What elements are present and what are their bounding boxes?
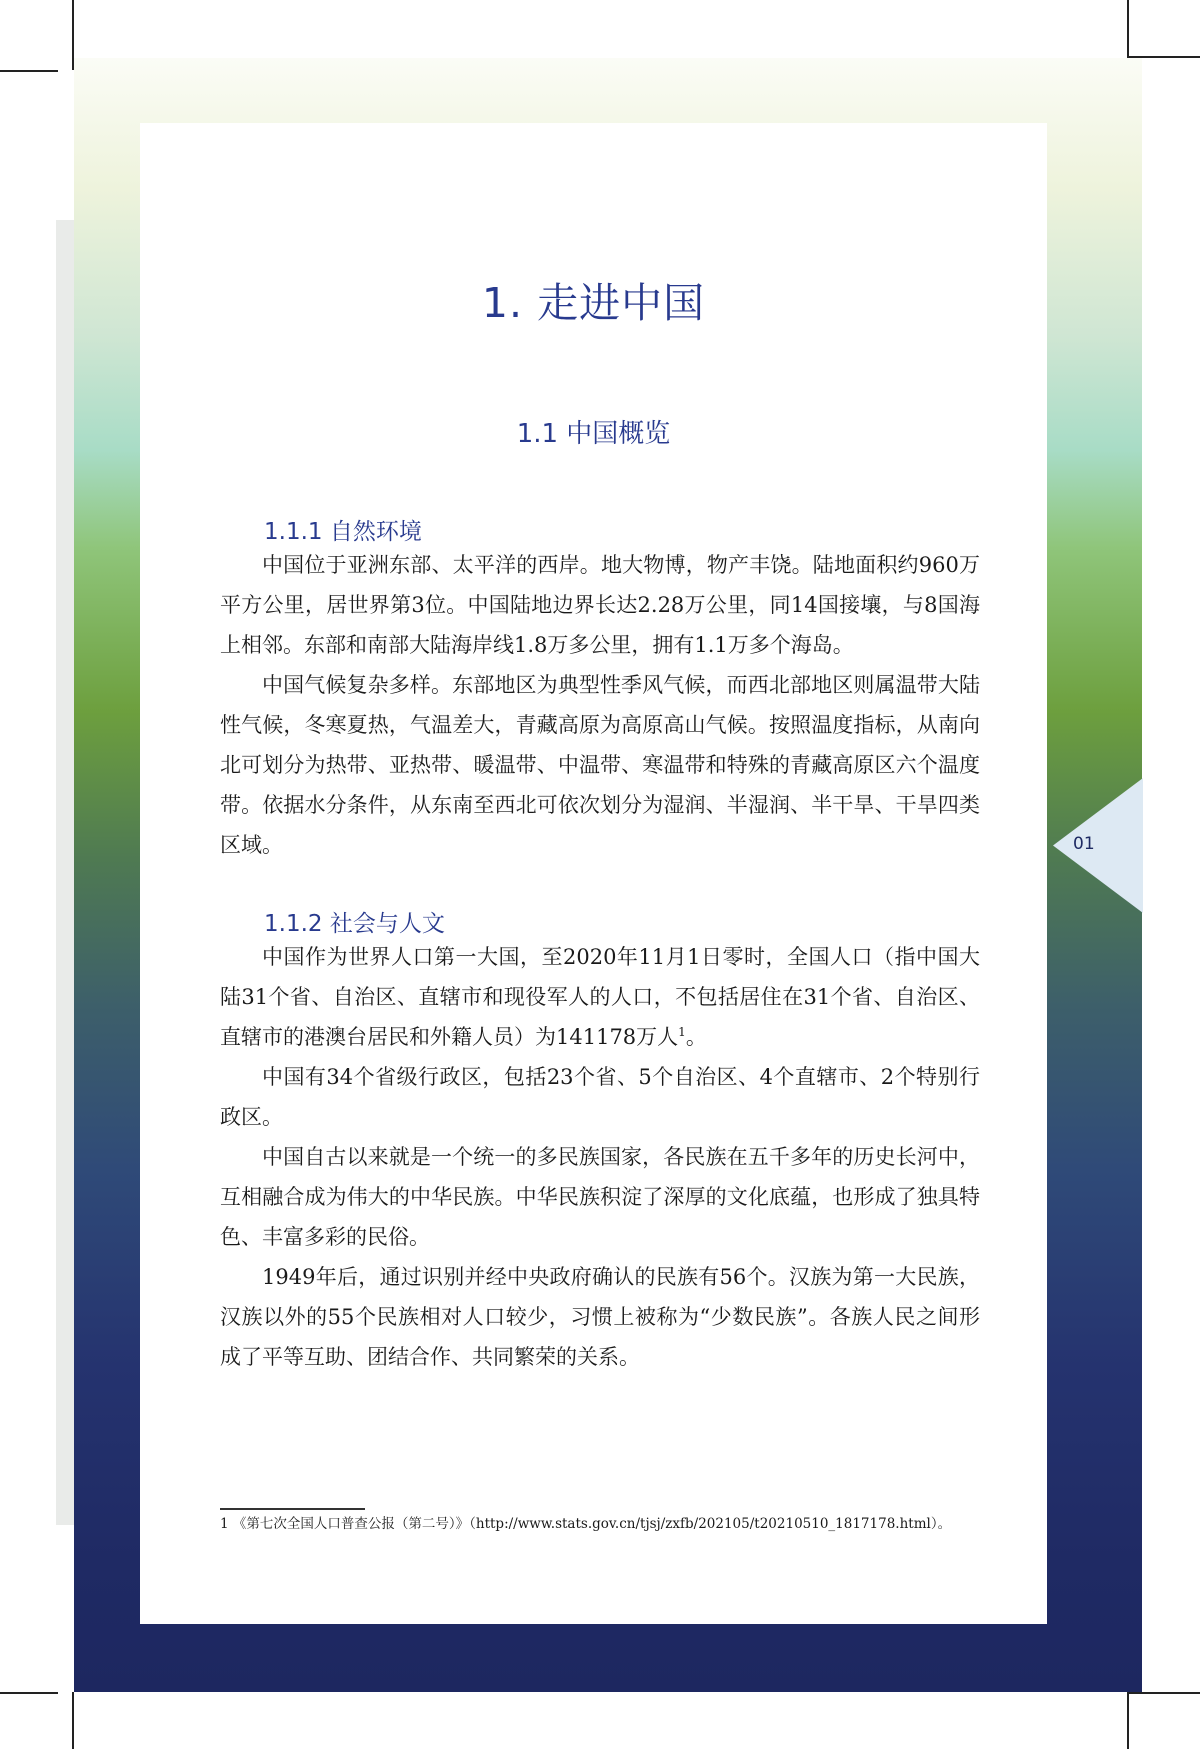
page-number: 01 bbox=[1073, 834, 1095, 854]
subsection-heading-1: 1.1.1 自然环境 bbox=[264, 519, 422, 545]
crop-mark-tr-v bbox=[1127, 0, 1129, 58]
footnote-number: 1 bbox=[220, 1516, 229, 1532]
paragraph-text: 中国作为世界人口第一大国，至2020年11月1日零时，全国人口（指中国大陆31个省、自治区、直辖市和现役军人的人口，不包括居住在31个省、自治区、直辖市的港澳台居民和外籍人员）为141178万人 bbox=[220, 945, 980, 1049]
paragraph-end: 。 bbox=[685, 1025, 707, 1049]
footnote-text[interactable]: 《第七次全国人口普查公报（第二号）》（http://www.stats.gov.cn/tjsj/zxfb/202105/t20210510_1817178.html）。 bbox=[232, 1516, 952, 1532]
crop-mark-br-h bbox=[1127, 1692, 1200, 1694]
subsection-heading-2: 1.1.2 社会与人文 bbox=[264, 911, 445, 937]
paragraph-with-footnote bbox=[220, 937, 980, 1057]
paragraph: 中国自古以来就是一个统一的多民族国家，各民族在五千多年的历史长河中，互相融合成为伟大的中华民族。中华民族积淀了深厚的文化底蕴，也形成了独具特色、丰富多彩的民俗。 bbox=[220, 1145, 980, 1249]
left-edge-strip bbox=[56, 220, 74, 1525]
chapter-title: 1. 走进中国 bbox=[481, 279, 706, 327]
footnote-ref[interactable]: 1 bbox=[678, 1025, 686, 1039]
section-title: 1.1 中国概览 bbox=[516, 419, 671, 449]
paragraph: 中国气候复杂多样。东部地区为典型性季风气候，而西北部地区则属温带大陆性气候，冬寒夏热，气温差大，青藏高原为高原高山气候。按照温度指标，从南向北可划分为热带、亚热带、暖温带、中温带、寒温带和特殊的青藏高原区六个温度带。依据水分条件，从东南至西北可依次划分为湿润、半湿润、半干旱、干旱四类区域。 bbox=[220, 673, 980, 857]
paragraph: 1949年后，通过识别并经中央政府确认的民族有56个。汉族为第一大民族，汉族以外的55个民族相对人口较少，习惯上被称为“少数民族”。各族人民之间形成了平等互助、团结合作、共同繁荣的关系。 bbox=[220, 1265, 980, 1369]
footnote bbox=[220, 1514, 980, 1534]
content-page bbox=[140, 123, 1047, 1624]
footnote-divider bbox=[220, 1508, 365, 1510]
page-tab bbox=[1053, 778, 1143, 913]
paragraph: 中国位于亚洲东部、太平洋的西岸。地大物博，物产丰饶。陆地面积约960万平方公里，居世界第3位。中国陆地边界长达2.28万公里，同14国接壤，与8国海上相邻。东部和南部大陆海岸线1.8万多公里，拥有1.1万多个海岛。 bbox=[220, 553, 980, 657]
crop-mark-br-v bbox=[1127, 1692, 1129, 1749]
crop-mark-bl-v bbox=[72, 1692, 74, 1749]
paragraph: 中国有34个省级行政区，包括23个省、5个自治区、4个直辖市、2个特别行政区。 bbox=[220, 1065, 980, 1129]
crop-mark-tl-h bbox=[0, 70, 58, 72]
crop-mark-bl-h bbox=[0, 1692, 58, 1694]
